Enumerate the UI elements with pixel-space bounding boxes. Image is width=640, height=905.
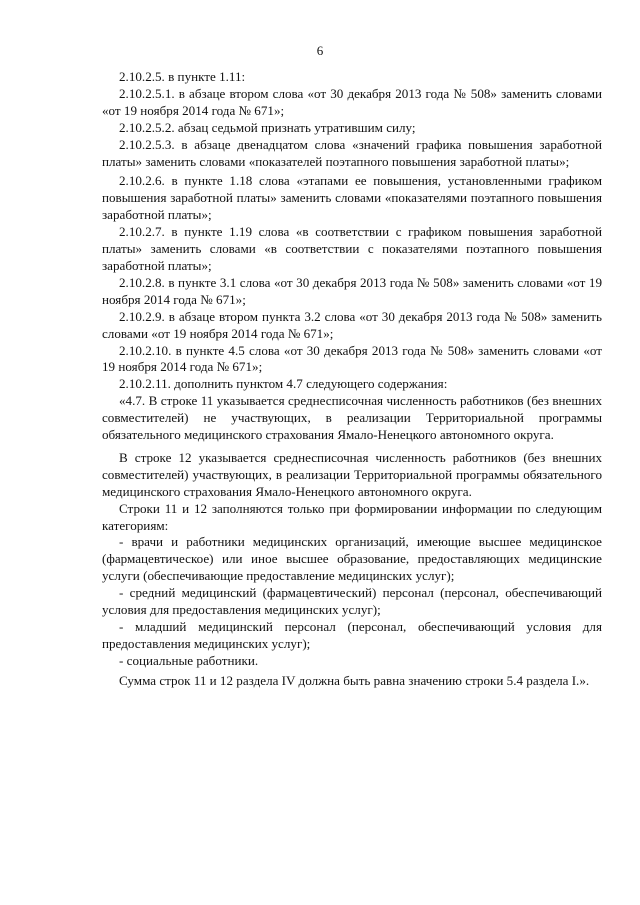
document-body [102, 69, 602, 690]
paragraph-2-10-2-5-2: 2.10.2.5.2. абзац седьмой признать утратившим силу; [119, 119, 416, 135]
paragraph-2-10-2-7: 2.10.2.7. в пункте 1.19 слова «в соответствии с графиком повышения заработной платы» заменить словами «в соответствии с показателями поэтапного повышения заработной платы»; [102, 224, 602, 273]
paragraph-2-10-2-9: 2.10.2.9. в абзаце втором пункта 3.2 слова «от 30 декабря 2013 года № 508» заменить словами «от 19 ноября 2014 года № 671»; [102, 308, 602, 341]
paragraph-row-12: В строке 12 указывается среднесписочная численность работников (без внешних совместителей) участвующих, в реализации Территориальной программы обязательного медицинского страхования Ямало-Ненецкого автономного округа. [102, 449, 602, 499]
paragraph-4-7-row-11: «4.7. В строке 11 указывается среднесписочная численность работников (без внешних совместителей) не участвующих, в реализации Территориальной программы обязательного медицинского страхования Ямало-Ненецкого автономного округа. [102, 393, 602, 443]
list-item-middle-personnel: - средний медицинский (фармацевтический) персонал (персонал, обеспечивающий условия для предоставления медицинских услуг); [102, 585, 602, 618]
paragraph-2-10-2-11: 2.10.2.11. дополнить пунктом 4.7 следующего содержания: [119, 376, 448, 392]
list-item-junior-personnel: - младший медицинский персонал (персонал, обеспечивающий условия для предоставления медицинских услуг); [102, 619, 602, 651]
paragraph-2-10-2-5-1: 2.10.2.5.1. в абзаце втором слова «от 30 декабря 2013 года № 508» заменить словами «от 19 ноября 2014 года № 671»; [102, 85, 602, 118]
paragraph-2-10-2-10: 2.10.2.10. в пункте 4.5 слова «от 30 декабря 2013 года № 508» заменить словами «от 19 ноября 2014 года № 671»; [102, 342, 602, 375]
paragraph-2-10-2-8: 2.10.2.8. в пункте 3.1 слова «от 30 декабря 2013 года № 508» заменить словами «от 19 ноября 2014 года № 671»; [102, 274, 602, 307]
page-number: 6 [316, 43, 324, 58]
paragraph-rows-categories: Строки 11 и 12 заполняются только при формировании информации по следующим категориям: [102, 500, 602, 533]
paragraph-sum-rule: Сумма строк 11 и 12 раздела IV должна быть равна значению строки 5.4 раздела I.». [119, 672, 590, 688]
paragraph-2-10-2-5: 2.10.2.5. в пункте 1.11: [119, 69, 246, 84]
paragraph-2-10-2-6: 2.10.2.6. в пункте 1.18 слова «этапами ее повышения, установленными графиком повышения заработной платы» заменить словами «показателями поэтапного повышения заработной платы»; [102, 173, 602, 223]
list-item-doctors: - врачи и работники медицинских организаций, имеющие высшее медицинское (фармацевтическое) или иное высшее образование, предоставляющих медицинские услуги (обеспечивающие предоставление медицинских услуг); [102, 534, 602, 584]
paragraph-2-10-2-5-3: 2.10.2.5.3. в абзаце двенадцатом слова «значений графика повышения заработной платы» заменить словами «показателей поэтапного повышения заработной платы»; [102, 136, 602, 169]
list-item-social-workers: - социальные работники. [119, 652, 259, 668]
